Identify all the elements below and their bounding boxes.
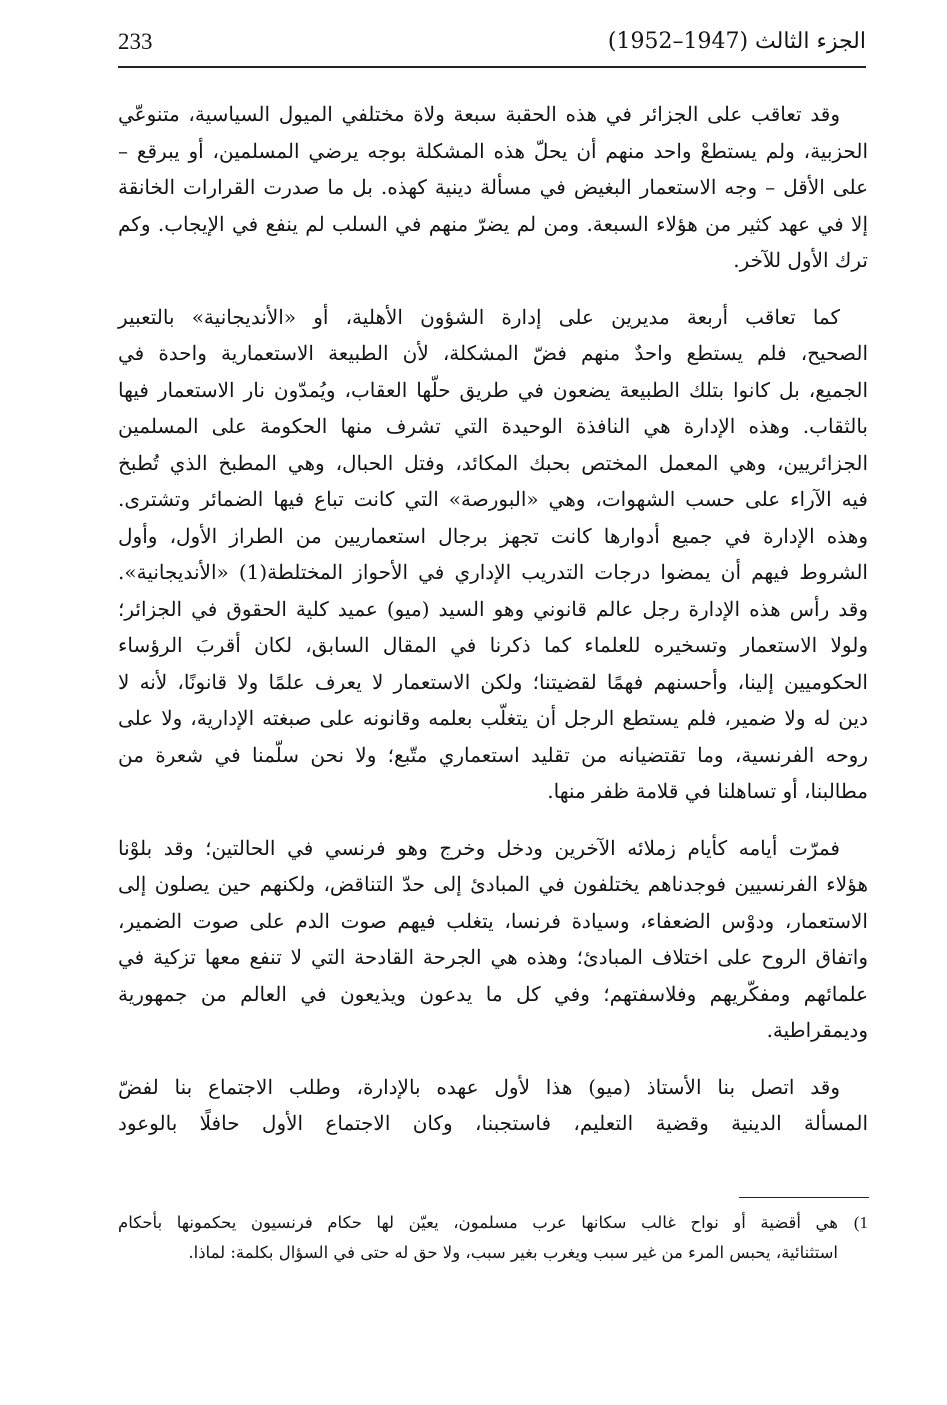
text-line: وقد تعاقب على الجزائر في هذه الحقبة سبعة ولاة مختلفي الميول السياسية، متنوعّي: [118, 102, 840, 126]
text-line: فيه الآراء على حسب الشهوات، وهي «البورصة» التي كانت تباع فيها الضمائر وتشترى.: [118, 487, 868, 511]
footnote-1: [118, 1208, 868, 1268]
text-line: وقد رأس هذه الإدارة رجل عالم قانوني وهو السيد (ميو) عميد كلية الحقوق في الجزائر؛: [118, 596, 868, 621]
paragraph-2: [118, 299, 868, 810]
text-line: كما تعاقب أربعة مديرين على إدارة الشؤون الأهلية، أو «الأنديجانية» بالتعبير: [118, 304, 841, 329]
text-line: الصحيح، فلم يستطع واحدٌ منهم فضّ المشكلة، لأن الطبيعة الاستعمارية واحدة في: [118, 341, 868, 365]
body-text: [118, 96, 868, 1142]
footnote-rule: [739, 1197, 869, 1198]
paragraph-1: [118, 96, 868, 279]
text-line: فمرّت أيامه كأيام زملائه الآخرين ودخل وخرج وهو فرنسي في الحالتين؛ وقد بلوْنا: [118, 835, 840, 860]
text-line: الاستعمار، ودوْس الضعفاء، وسيادة فرنسا، يتغلب فيهم صوت الدم على صوت الضمير،: [118, 908, 868, 933]
text-line: روحه الفرنسية، وما تقتضيانه من تقليد استعماري متّبع؛ ولا نحن سلّمنا في شعرة من: [118, 742, 868, 767]
running-title: الجزء الثالث (1947–1952): [607, 29, 866, 54]
text-line: ترك الأول للآخر.: [733, 248, 868, 272]
text-line: مطالبنا، أو تساهلنا في قلامة ظفر منها.: [547, 779, 868, 803]
footnote-line: استثنائية، يحبس المرء من غير سبب ويغرب بغير سبب، ولا حق له حتى في السؤال بكلمة: لماذا.: [188, 1243, 838, 1262]
text-line: علمائهم ومفكّريهم وفلاسفتهم؛ وفي كل ما يدعون ويذيعون في العالم من جمهورية: [118, 981, 868, 1006]
page-number: 233: [118, 29, 153, 54]
text-line: على الأقل – وجه الاستعمار البغيض في مسألة دينية كهذه. بل ما صدرت القرارات الخانقة: [118, 175, 868, 199]
footnotes: [118, 1208, 868, 1268]
text-line: دين له ولا ضمير، فلم يستطع الرجل أن يتغلّب بعلمه وقانونه على صبغته الإدارية، ولا على: [118, 706, 868, 730]
paragraph-3: [118, 830, 868, 1049]
page-header: [118, 22, 866, 62]
text-line: المسألة الدينية وقضية التعليم، فاستجبنا، وكان الاجتماع الأول حافلًا بالوعود: [118, 1111, 868, 1135]
text-line: الحزبية، ولم يستطعْ واحد منهم أن يحلّ هذه المشكلة بوجه يرضي المسلمين، أو يبرقع –: [118, 138, 868, 163]
paragraph-4: [118, 1069, 868, 1142]
footnote-line: هي أقضية أو نواح غالب سكانها عرب مسلمون، يعيّن لها حكام فرنسيون يحكمونها بأحكام: [118, 1213, 838, 1232]
paragraph-gap: [118, 810, 868, 830]
paragraph-gap: [118, 279, 868, 299]
text-line: واتفاق الروح على اختلاف المبادئ؛ وهذه هي الجرحة القادحة التي لا تنفع معها تزكية في: [118, 945, 868, 969]
text-line: الجميع، بل كانوا بتلك الطبيعة يضعون في طريق حلّها العقاب، ويُمدّون نار الاستعمار فيها: [118, 377, 868, 402]
text-line: وديمقراطية.: [766, 1018, 868, 1042]
text-line: ولولا الاستعمار وتسخيره للعلماء كما ذكرنا في المقال السابق، لكان أقربَ الرؤساء: [118, 633, 869, 657]
header-rule: [118, 66, 866, 68]
footnote-text: [118, 1208, 838, 1268]
text-line: الحكوميين إلينا، وأحسنهم فهمًا لقضيتنا؛ ولكن الاستعمار لا يعرف علمًا ولا قانونًا، لأنه لا: [118, 669, 868, 694]
text-line: إلا في عهد كثير من هؤلاء السبعة. ومن لم يضرّ منهم في السلب لم ينفع في الإيجاب. وكم: [118, 211, 868, 236]
text-line: الشروط فيهم أن يمضوا درجات التدريب الإداري في الأحواز المختلطة(1) «الأنديجانية».: [118, 560, 868, 584]
text-line: بالثقاب. وهذه الإدارة هي النافذة الوحيدة التي تشرف منها الحكومة على المسلمين: [118, 414, 868, 438]
text-line: هؤلاء الفرنسيين فوجدناهم يختلفون في المبادئ إلى حدّ التناقض، ولكنهم حين يصلون إلى: [118, 872, 868, 896]
paragraph-gap: [118, 1049, 868, 1069]
text-line: وقد اتصل بنا الأستاذ (ميو) هذا لأول عهده بالإدارة، وطلب الاجتماع بنا لفضّ: [118, 1074, 840, 1099]
footnote-marker: 1): [853, 1213, 868, 1232]
text-line: وهذه الإدارة في جميع أدوارها كانت تجهز برجال استعماريين من الطراز الأول، وأول: [118, 523, 868, 548]
text-line: الجزائريين، وهي المعمل المختص بحبك المكائد، وفتل الحبال، وهي المطبخ الذي تُطبخ: [118, 450, 868, 475]
